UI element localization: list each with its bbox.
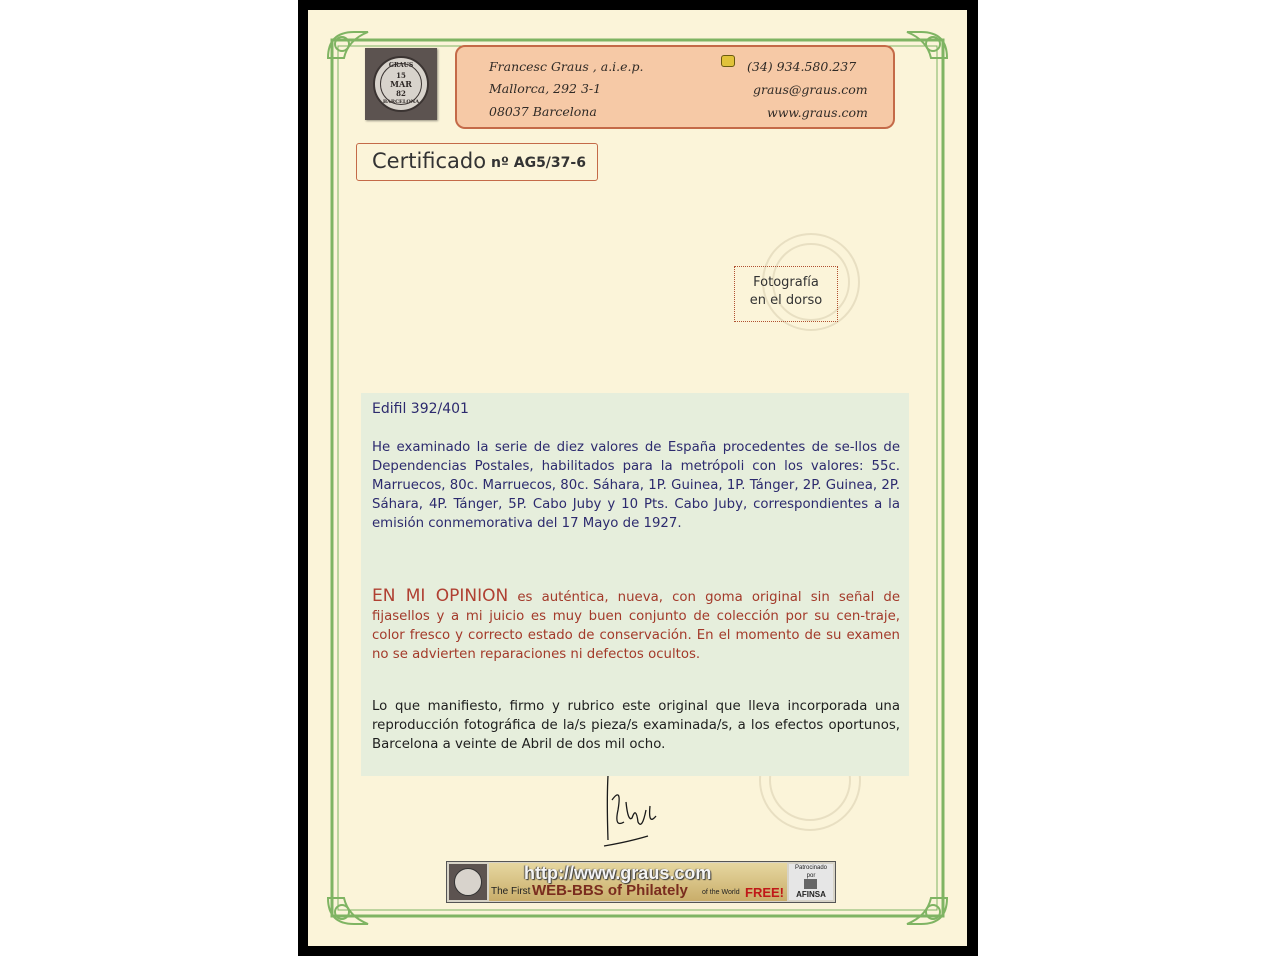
- banner-url: http://www.graus.com: [524, 863, 712, 883]
- graus-banner[interactable]: [446, 861, 836, 903]
- graus-logo: [365, 48, 437, 120]
- certificate-title: Certificado: [372, 149, 487, 173]
- sponsor-badge: [789, 864, 833, 900]
- certificate-number: nº AG5/37-6: [491, 155, 586, 171]
- banner-logo: [449, 864, 487, 900]
- banner-free: FREE!: [745, 885, 784, 900]
- photo-note-line1: Fotografía: [753, 275, 819, 290]
- email-address: graus@graus.com: [753, 82, 868, 97]
- edifil-reference: Edifil 392/401: [372, 401, 469, 417]
- expert-name: Francesc Graus , a.i.e.p.: [489, 59, 644, 74]
- logo-month: MAR: [390, 79, 412, 89]
- closing-paragraph: Lo que manifiesto, firmo y rubrico este original que lleva incorporada una reproducción fotográfica de la/s pieza/s examinada/s, a los efectos oportunos, Barcelona a veinte de Abril de dos mil ocho.: [372, 699, 900, 752]
- phone-icon: [721, 55, 735, 67]
- phone-number: (34) 934.580.237: [747, 59, 857, 74]
- banner-of-world: of the World: [702, 889, 740, 896]
- opinion-lead: EN MI OPINION: [372, 586, 509, 606]
- contact-header: [455, 45, 895, 129]
- banner-web-bbs: WEB-BBS of Philately: [532, 882, 688, 899]
- sponsor-line2: por: [806, 873, 816, 879]
- photo-note: [734, 266, 838, 322]
- banner-the-first: The First: [491, 886, 531, 897]
- logo-year: 82: [396, 89, 406, 98]
- logo-day: 15: [396, 71, 406, 80]
- city-address: 08037 Barcelona: [489, 104, 597, 119]
- examination-paragraph: He examinado la serie de diez valores de España procedentes de se-llos de Dependencias Postales, habilitados para la metrópoli con los valores: 55c. Marruecos, 80c. Marruecos, 80c. Sáhara, 1P. Guinea, 1P. Tánger, 2P. Guinea, 2P. Sáhara, 4P. Tánger, 5P. Cabo Juby y 10 Pts. Cabo Juby, correspondientes a la emisión conmemorativa del 17 Mayo de 1927.: [372, 440, 900, 531]
- opinion-paragraph: [372, 587, 900, 664]
- banner-main: [489, 863, 787, 901]
- sponsor-name: AFINSA: [796, 890, 826, 899]
- opinion-text: es auténtica, nueva, con goma original sin señal de fijasellos y a mi juicio es muy buen conjunto de colección por su cen-traje, color fresco y correcto estado de conservación. En el momento de su examen no se advierten reparaciones ni defectos ocultos.: [372, 590, 901, 662]
- logo-text-bottom: BARCELONA: [382, 99, 420, 105]
- afinsa-icon: [804, 879, 817, 889]
- logo-text-top: GRAUS: [388, 62, 414, 69]
- certificate-heading: [356, 143, 598, 181]
- sponsor-line1: Patrocinado: [794, 865, 828, 871]
- certificate-body: [361, 393, 909, 776]
- street-address: Mallorca, 292 3-1: [489, 81, 602, 96]
- certificate-page: [308, 10, 967, 946]
- photo-note-line2: en el dorso: [749, 293, 823, 308]
- website-address: www.graus.com: [767, 105, 868, 120]
